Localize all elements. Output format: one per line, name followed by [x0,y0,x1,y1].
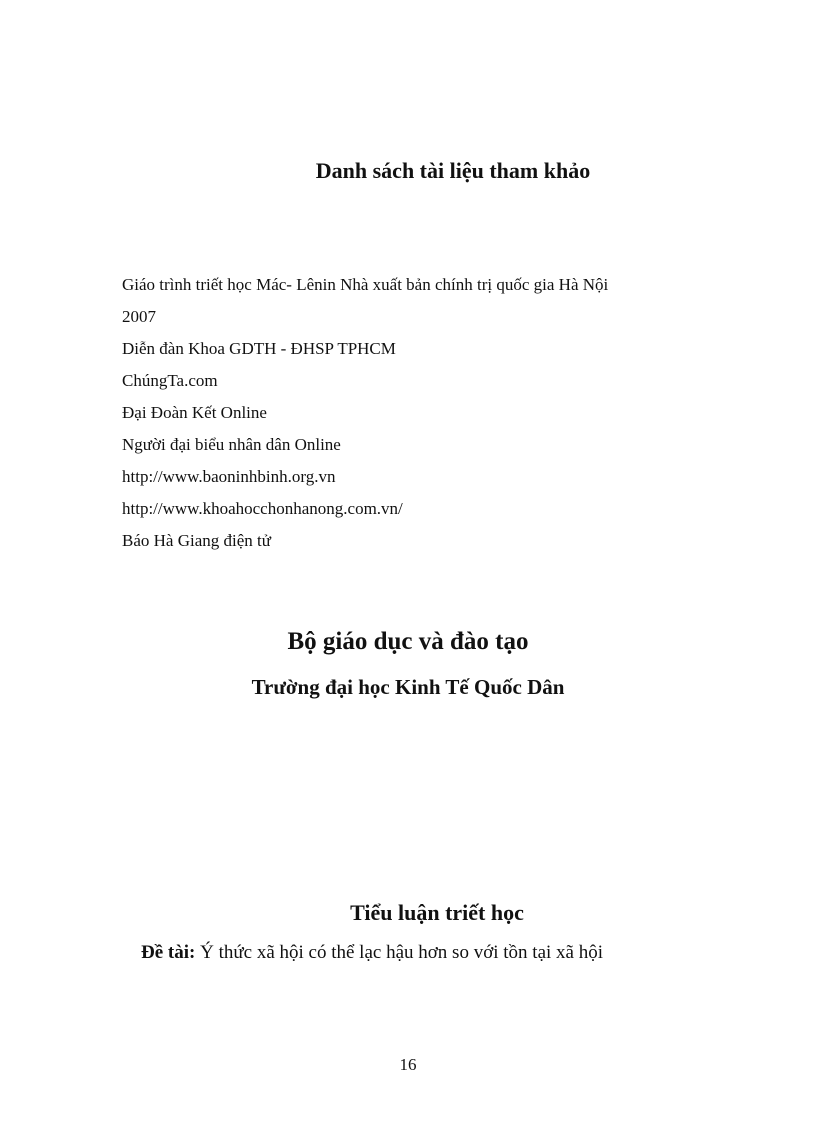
reference-item: http://www.khoahocchonhanong.com.vn/ [122,499,403,518]
reference-item: ChúngTa.com [122,371,218,390]
topic-label: Đề tài: [141,942,196,963]
essay-title: Tiểu luận triết học [350,900,524,925]
reference-item: http://www.baoninhbinh.org.vn [122,467,336,486]
reference-item: Đại Đoàn Kết Online [122,403,267,422]
essay-topic [141,942,603,964]
ministry-heading: Bộ giáo dục và đào tạo [287,628,529,655]
reference-item: 2007 [122,307,156,326]
university-heading: Trường đại học Kinh Tế Quốc Dân [251,675,565,699]
page-number: 16 [399,1055,417,1074]
reference-item: Giáo trình triết học Mác- Lênin Nhà xuất bản chính trị quốc gia Hà Nội [122,275,609,294]
reference-item: Người đại biểu nhân dân Online [122,435,341,454]
topic-text: Ý thức xã hội có thể lạc hậu hơn so với tồn tại xã hội [195,942,604,963]
reference-item: Báo Hà Giang điện tử [122,531,271,550]
reference-item: Diễn đàn Khoa GDTH - ĐHSP TPHCM [122,339,396,358]
references-heading: Danh sách tài liệu tham khảo [315,158,591,183]
